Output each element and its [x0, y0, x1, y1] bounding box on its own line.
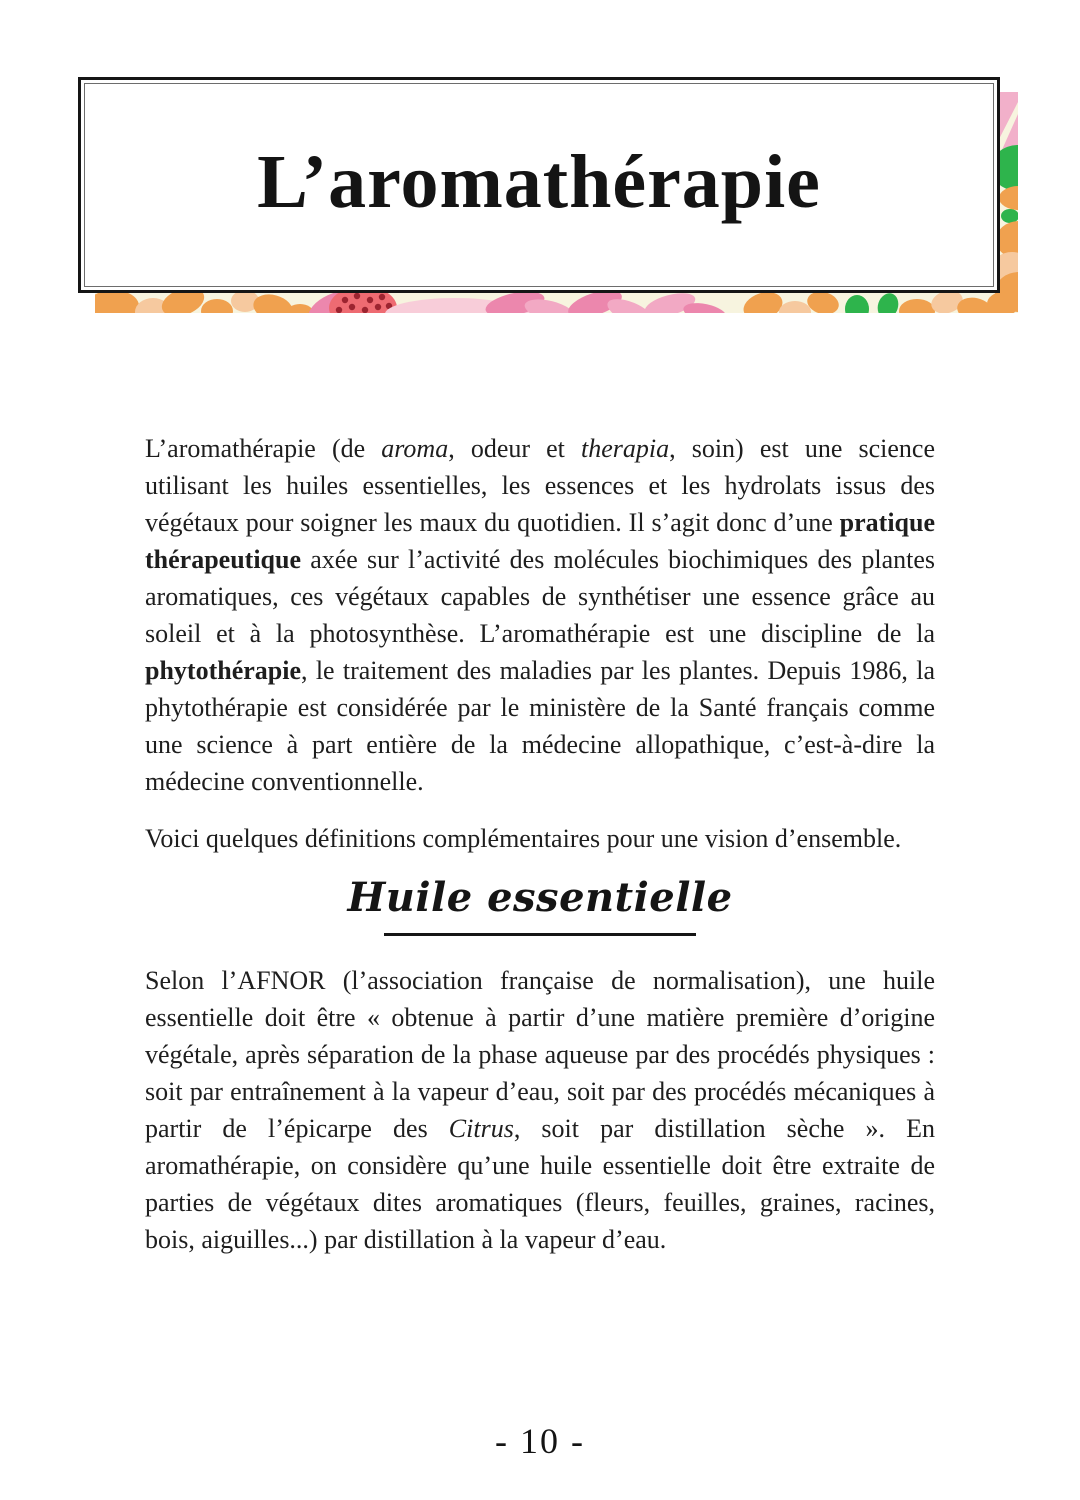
page-title: L’aromathérapie	[257, 140, 821, 224]
section-heading-huile-essentielle: Huile essentielle	[347, 874, 733, 921]
huile-essentielle-paragraph: Selon l’AFNOR (l’association française de normalisation), une huile essentielle doit être « obtenue à partir d’une matière première d’origine végétale, après séparation de la phase aqueuse par des procédés physiques : soit par entraînement à la vapeur d’eau, soit par des procédés mécaniques à partir de l’épicarpe des Citrus, soit par distillation sèche ». En aromathérapie, on considère qu’une huile essentielle doit être extraite de parties de végétaux dites aromatiques (fleurs, feuilles, graines, racines, bois, aiguilles...) par distillation à la vapeur d’eau.	[145, 966, 935, 1254]
chapter-title-box	[78, 77, 1000, 293]
chapter-title-inner-frame	[84, 83, 994, 287]
page-content	[145, 430, 935, 1258]
page-number: - 10 -	[495, 1421, 585, 1461]
intro-paragraph: L’aromathérapie (de aroma, odeur et therapia, soin) est une science utilisant les huiles essentielles, les essences et les hydrolats issus des végétaux pour soigner les maux du quotidien. Il s’agit donc d’une pratique thérapeutique axée sur l’activité des molécules biochimiques des plantes aromatiques, ces végétaux capables de synthétiser une essence grâce au soleil et à la photosynthèse. L’aromathérapie est une discipline de la phytothérapie, le traitement des maladies par les plantes. Depuis 1986, la phytothérapie est considérée par le ministère de la Santé français comme une science à part entière de la médecine allopathique, c’est-à-dire la médecine conventionnelle.	[145, 434, 935, 796]
definitions-intro-paragraph: Voici quelques définitions complémentaires pour une vision d’ensemble.	[145, 824, 902, 853]
heading-underline	[384, 933, 696, 936]
